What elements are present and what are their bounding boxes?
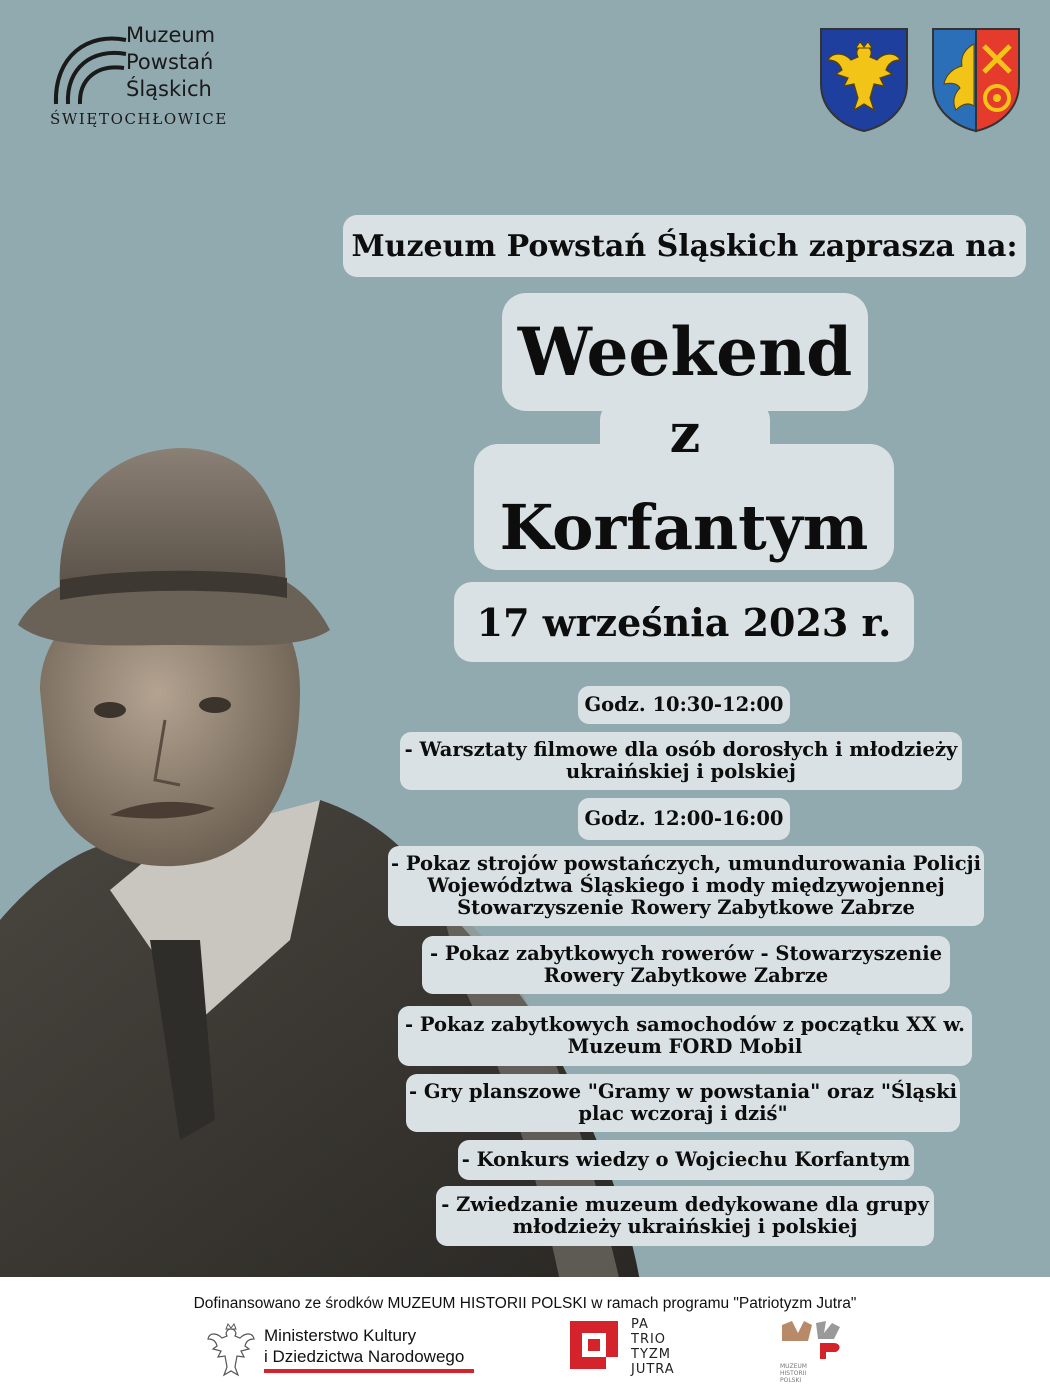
ministry-red-bar [264,1369,474,1373]
ministry-line-2: i Dziedzictwa Narodowego [264,1347,465,1366]
pj-line-1: PA [631,1317,649,1332]
schedule-activity-3 [422,936,950,994]
invitation-banner [343,215,1026,277]
schedule-activity-2 [388,846,984,926]
pj-line-4: JUTRA [631,1362,675,1377]
schedule-activity-4 [398,1006,972,1066]
silesia-coat-of-arms-icon [818,26,910,134]
museum-logo [48,22,248,132]
white-eagle-emblem-icon [206,1321,256,1383]
event-date-pill [454,582,914,662]
title-line-1: Weekend [517,313,853,391]
title-line-2: z [669,401,701,465]
schedule-activity-7-text: - Zwiedzanie muzeum dedykowane dla grupy młodzieży ukraińskiej i polskiej [441,1193,929,1238]
patriotyzm-jutra-logo-icon [568,1319,620,1371]
schedule-activity-1 [400,732,962,790]
museum-name [126,22,215,103]
mhp-line-3: POLSKI [780,1377,802,1384]
mhp-line-1: MUZEUM [780,1363,807,1370]
event-date: 17 września 2023 r. [476,599,892,645]
funding-note: Dofinansowano ze środków MUZEUM HISTORII POLSKI w ramach programu "Patriotyzm Jutra" [193,1295,857,1312]
ministry-name [264,1325,464,1367]
sponsor-footer [0,1277,1050,1400]
title-pill-weekend [502,293,868,411]
schedule-activity-6-text: - Konkurs wiedzy o Wojciechu Korfantym [461,1148,911,1171]
schedule-activity-4-text: - Pokaz zabytkowych samochodów z początku XX w. Muzeum FORD Mobil [405,1013,965,1058]
schedule-activity-1-text: - Warsztaty filmowe dla osób dorosłych i młodzieży ukraińskiej i polskiej [404,738,958,783]
ministry-line-1: Ministerstwo Kultury [264,1326,417,1345]
patriotyzm-jutra-text [631,1317,675,1377]
pj-line-3: TYZM [631,1347,672,1362]
museum-arcs-logo-icon [48,26,128,116]
schedule-activity-5-text: - Gry planszowe "Gramy w powstania" oraz "Śląski plac wczoraj i dziś" [408,1080,958,1125]
schedule-activity-6 [458,1140,914,1180]
museum-name-line-3: Śląskich [126,77,212,101]
schedule-activity-7 [436,1186,934,1246]
schedule-activity-5 [406,1074,960,1132]
invitation-text: Muzeum Powstań Śląskich zaprasza na: [351,228,1018,264]
schedule-time-1-text: Godz. 10:30-12:00 [584,693,784,716]
schedule-time-2 [578,798,790,840]
mhp-logo-icon [780,1319,844,1359]
swietochlowice-coat-of-arms-icon [930,26,1022,134]
museum-name-line-2: Powstań [126,50,214,74]
schedule-activity-3-text: - Pokaz zabytkowych rowerów - Stowarzyszenie Rowery Zabytkowe Zabrze [429,942,943,987]
mhp-line-2: HISTORII [780,1370,807,1377]
title-line-3: Korfantym [499,491,869,564]
museum-name-line-1: Muzeum [126,23,216,47]
mhp-text [780,1363,807,1384]
schedule-time-1 [578,686,790,724]
pj-line-2: TRIO [631,1332,667,1347]
museum-city: ŚWIĘTOCHŁOWICE [50,110,228,128]
schedule-time-2-text: Godz. 12:00-16:00 [584,807,784,830]
schedule-activity-2-text: - Pokaz strojów powstańczych, umundurowania Policji Województwa Śląskiego i mody międzywojennej Stowarzyszenie Rowery Zabytkowe Zabrze [390,852,982,919]
